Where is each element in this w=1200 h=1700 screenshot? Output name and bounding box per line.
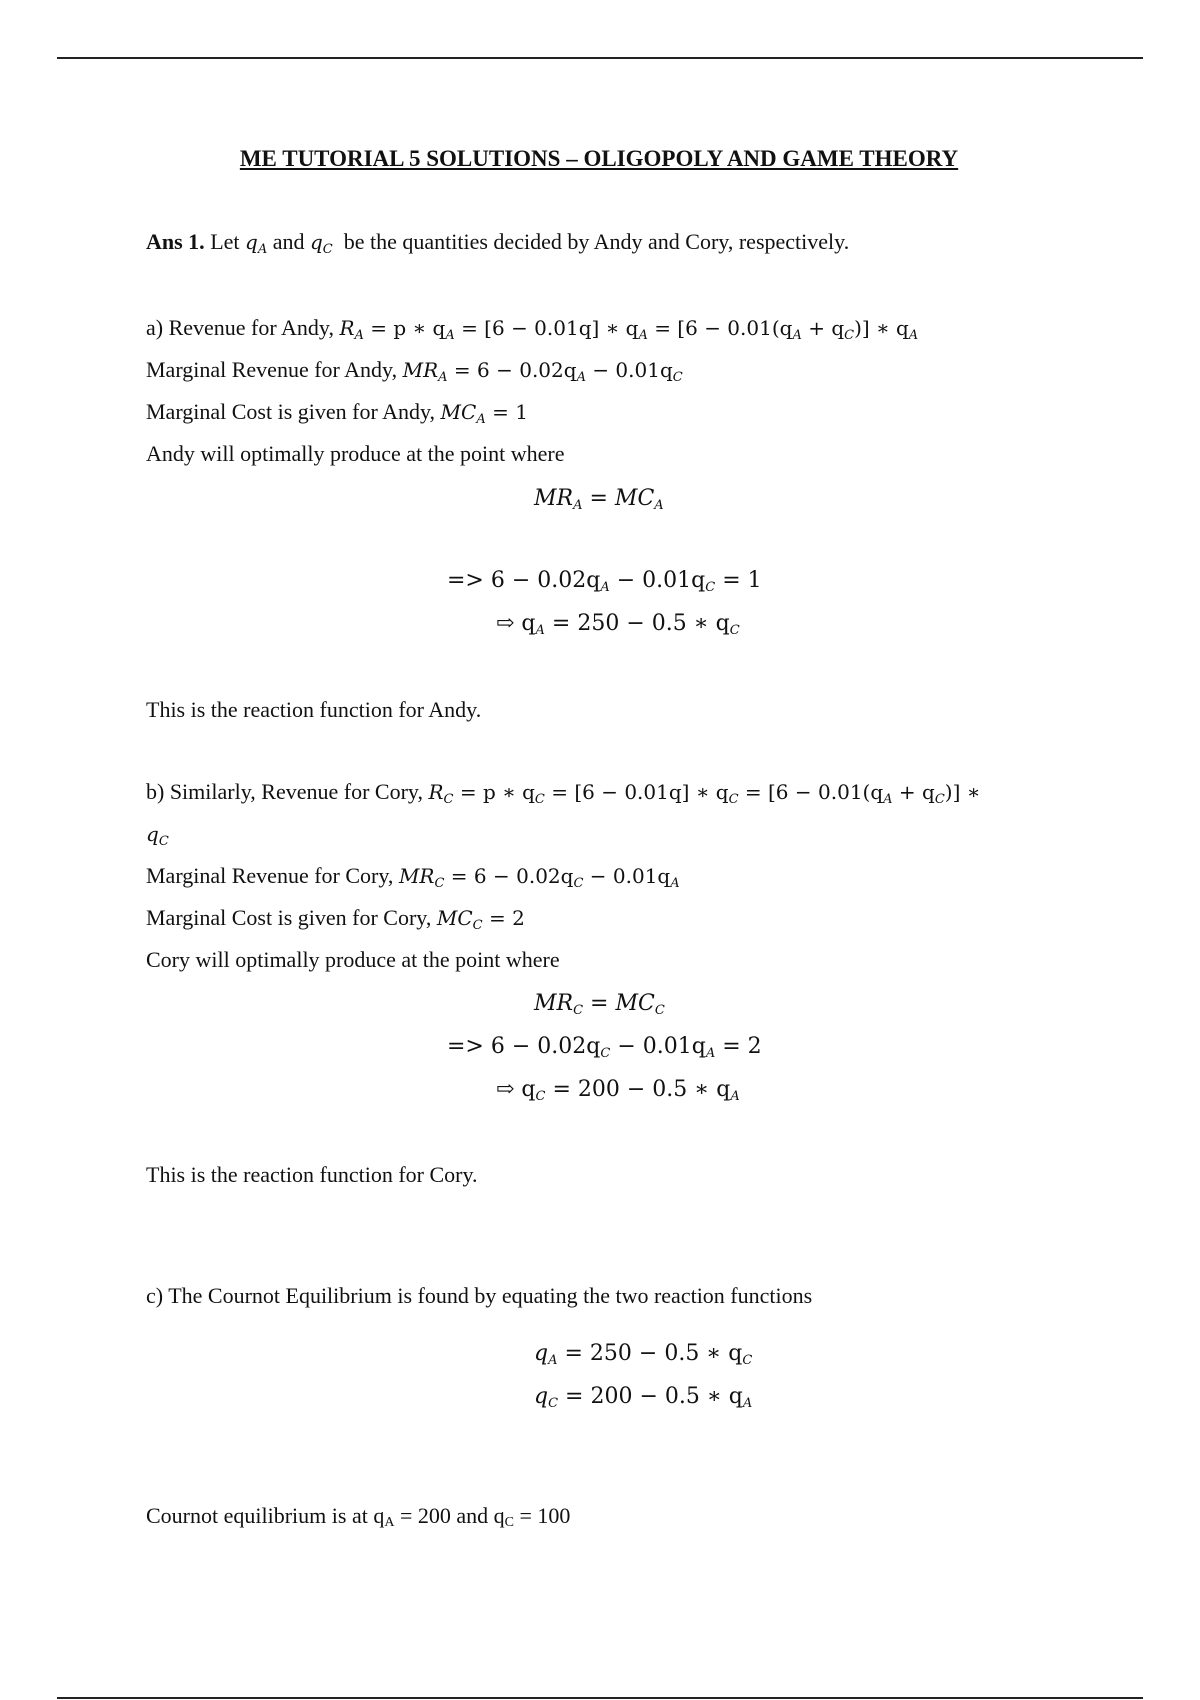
part-b-optimal: Cory will optimally produce at the point where xyxy=(146,947,560,972)
math-q-c: $q_C$ xyxy=(309,230,333,257)
ans1-text-c: be the quantities decided by Andy and Cory, respectively. xyxy=(343,229,850,254)
part-a-step3: ⇨ $q_A = 250 - 0.5$ ∗ $q_C$ xyxy=(496,611,740,638)
part-b-revenue-cont: $q_C$ xyxy=(146,822,169,849)
part-a-mc xyxy=(146,398,528,426)
part-a-revenue xyxy=(146,314,918,342)
part-b-revenue xyxy=(146,778,980,806)
ans1-text-a: Let xyxy=(210,229,240,254)
part-b-revenue-eq: $R_C = p$ ∗ $q_C = [6 - 0.01q]$ ∗ $q_C = [6 - 0.01(q_A + q_C)]$ ∗ xyxy=(428,780,981,807)
part-a-revenue-eq: $R_A = p$ ∗ $q_A = [6 - 0.01q]$ ∗ $q_A = [6 - 0.01(q_A + q_C)]$ ∗ $q_A$ xyxy=(339,316,919,343)
part-a-mr xyxy=(146,356,683,384)
top-rule xyxy=(57,57,1143,59)
part-a-mr-label: Marginal Revenue for Andy, xyxy=(146,357,398,382)
math-q-a: $q_A$ xyxy=(245,230,268,257)
part-b-mc-label: Marginal Cost is given for Cory, xyxy=(146,905,432,930)
part-b-step3: ⇨ $q_C = 200 - 0.5$ ∗ $q_A$ xyxy=(496,1077,740,1104)
ans1-text-b: and xyxy=(272,229,305,254)
part-a-conclusion: This is the reaction function for Andy. xyxy=(146,697,482,722)
page-title: ME TUTORIAL 5 SOLUTIONS – OLIGOPOLY AND GAME THEORY xyxy=(239,146,959,171)
ans1-label: Ans 1. xyxy=(146,229,205,254)
part-c-eq1: $q_A = 250 - 0.5$ ∗ $q_C$ xyxy=(534,1341,753,1368)
part-b-revenue-label: b) Similarly, Revenue for Cory, xyxy=(146,779,423,804)
part-c-result: Cournot equilibrium is at qA = 200 and qC = 100 xyxy=(146,1503,571,1530)
part-a-optimal: Andy will optimally produce at the point where xyxy=(146,441,565,466)
part-c-eq2: $q_C = 200 - 0.5$ ∗ $q_A$ xyxy=(534,1384,753,1411)
part-a-revenue-label: a) Revenue for Andy, xyxy=(146,315,334,340)
part-a-step2: => $6 - 0.02q_A - 0.01q_C = 1$ xyxy=(447,568,762,595)
part-a-mr-eq: $MR_A = 6 - 0.02q_A - 0.01q_C$ xyxy=(402,358,683,385)
part-b-mr-eq: $MR_C = 6 - 0.02q_C - 0.01q_A$ xyxy=(398,864,680,891)
part-c-intro: c) The Cournot Equilibrium is found by equating the two reaction functions xyxy=(146,1283,813,1308)
part-a-mc-eq: $MC_A = 1$ xyxy=(440,400,528,427)
part-a-mc-label: Marginal Cost is given for Andy, xyxy=(146,399,436,424)
part-a-step1: $MR_A = MC_A$ xyxy=(534,486,664,513)
part-b-mr xyxy=(146,862,680,890)
part-b-mc-eq: $MC_C = 2$ xyxy=(436,906,525,933)
part-b-mc xyxy=(146,904,525,932)
part-b-step1: $MR_C = MC_C$ xyxy=(534,991,665,1018)
part-b-mr-label: Marginal Revenue for Cory, xyxy=(146,863,394,888)
ans1-intro xyxy=(146,228,849,256)
part-b-step2: => $6 - 0.02q_C - 0.01q_A = 2$ xyxy=(447,1034,762,1061)
part-b-conclusion: This is the reaction function for Cory. xyxy=(146,1162,478,1187)
bottom-rule xyxy=(57,1697,1143,1699)
